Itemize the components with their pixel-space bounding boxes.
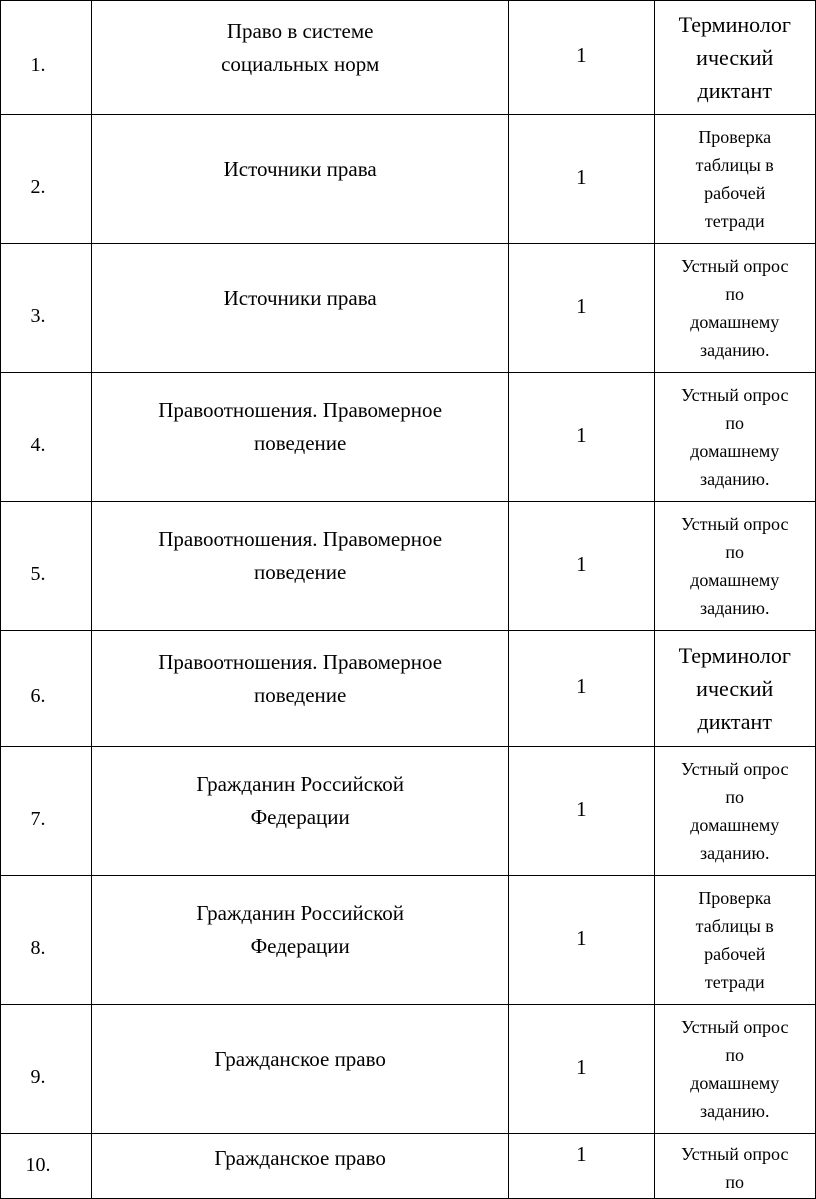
lesson-topic: Правоотношения. Правомерное поведение [158,649,443,707]
lesson-number-cell [1,1,92,115]
control-form: Устный опрос по домашнему заданию. [681,759,789,863]
lesson-topic: Источники права [223,156,377,181]
lesson-hours-cell [509,1134,654,1199]
control-form: Проверка таблицы в рабочей тетради [695,127,774,231]
lesson-number-cell [1,876,92,1005]
lesson-hours: 1 [576,796,587,821]
lesson-topic-cell [92,1,509,115]
lesson-topic-cell [92,502,509,631]
control-form-cell [654,631,816,747]
lesson-hours: 1 [576,925,587,950]
lesson-number: 10. [25,1154,51,1176]
lesson-number-cell [1,747,92,876]
control-form: Терминолог ический диктант [678,643,791,734]
control-form-cell [654,373,816,502]
lesson-hours-cell [509,876,654,1005]
lesson-number-cell [1,115,92,244]
control-form-cell [654,1134,816,1199]
lesson-topic-cell [92,1134,509,1199]
lesson-hours: 1 [576,674,587,698]
lesson-hours: 1 [576,422,587,447]
lesson-number: 3. [30,304,46,327]
table-row [1,115,816,244]
lesson-number-cell [1,1134,92,1199]
lesson-plan-body [1,1,816,1199]
lesson-topic-cell [92,373,509,502]
table-row [1,1,816,115]
control-form-cell [654,876,816,1005]
lesson-topic: Гражданское право [214,1146,386,1170]
lesson-hours-cell [509,1,654,115]
table-row [1,502,816,631]
lesson-hours: 1 [576,164,587,189]
lesson-number: 4. [30,433,46,456]
lesson-number-cell [1,502,92,631]
control-form-cell [654,747,816,876]
control-form: Устный опрос по [681,1144,789,1192]
table-row [1,631,816,747]
table-row [1,1134,816,1199]
lesson-number: 5. [30,562,46,585]
lesson-number: 6. [30,685,46,707]
lesson-topic-cell [92,1005,509,1134]
control-form: Устный опрос по домашнему заданию. [681,385,789,489]
lesson-number-cell [1,244,92,373]
lesson-topic-cell [92,244,509,373]
table-row [1,244,816,373]
lesson-topic: Правоотношения. Правомерное поведение [158,527,443,584]
lesson-hours-cell [509,747,654,876]
lesson-topic: Гражданское право [214,1046,386,1071]
lesson-topic: Правоотношения. Правомерное поведение [158,398,443,455]
control-form-cell [654,1,816,115]
lesson-topic-cell [92,115,509,244]
lesson-topic: Гражданин Российской Федерации [196,901,404,958]
lesson-number: 7. [30,807,46,830]
table-row [1,876,816,1005]
lesson-number: 2. [30,175,46,198]
lesson-hours: 1 [576,1054,587,1079]
lesson-hours: 1 [576,43,587,67]
lesson-number: 8. [30,936,46,959]
lesson-topic: Право в системе социальных норм [221,18,380,76]
lesson-number-cell [1,373,92,502]
lesson-number: 9. [30,1065,46,1088]
lesson-hours-cell [509,115,654,244]
lesson-hours-cell [509,1005,654,1134]
lesson-number-cell [1,1005,92,1134]
table-row [1,373,816,502]
lesson-number-cell [1,631,92,747]
control-form: Устный опрос по домашнему заданию. [681,256,789,360]
lesson-hours: 1 [576,551,587,576]
control-form-cell [654,115,816,244]
lesson-hours: 1 [576,1142,587,1166]
control-form: Проверка таблицы в рабочей тетради [695,888,774,992]
table-row [1,747,816,876]
lesson-hours-cell [509,502,654,631]
lesson-hours-cell [509,244,654,373]
control-form-cell [654,1005,816,1134]
lesson-topic-cell [92,747,509,876]
control-form: Терминолог ический диктант [678,12,791,103]
lesson-topic-cell [92,876,509,1005]
lesson-topic-cell [92,631,509,747]
control-form: Устный опрос по домашнему заданию. [681,1017,789,1121]
lesson-hours: 1 [576,293,587,318]
table-row [1,1005,816,1134]
control-form-cell [654,244,816,373]
lesson-topic: Гражданин Российской Федерации [196,772,404,829]
lesson-number: 1. [30,54,46,76]
control-form-cell [654,502,816,631]
control-form: Устный опрос по домашнему заданию. [681,514,789,618]
lesson-topic: Источники права [223,285,377,310]
lesson-hours-cell [509,373,654,502]
lesson-hours-cell [509,631,654,747]
